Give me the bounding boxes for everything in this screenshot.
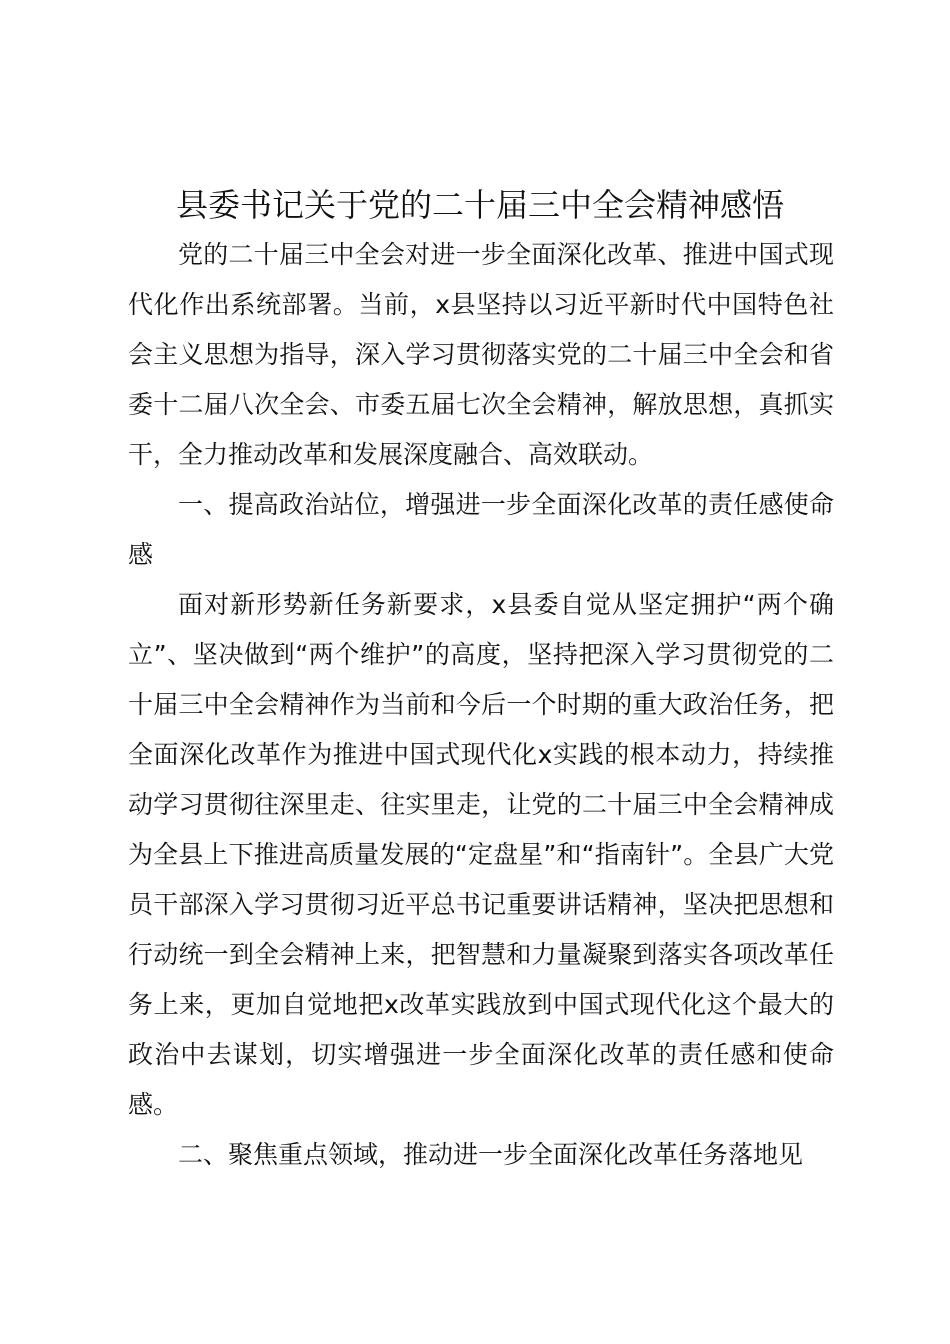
section-heading-1: 一、提高政治站位，增强进一步全面深化改革的责任感使命感: [128, 490, 834, 569]
section-heading-2: 二、聚焦重点领域，推动进一步全面深化改革任务落地见: [178, 1140, 804, 1169]
paragraph-section-1: 面对新形势新任务新要求，x县委自觉从坚定拥护“两个确立”、坚决做到“两个维护”的高度，坚持把深入学习贯彻党的二十届三中全会精神作为当前和今后一个时期的重大政治任务，把全面深化改革作为推进中国式现代化x实践的根本动力，持续推动学习贯彻往深里走、往实里走，让党的二十届三中全会精神成为全县上下推进高质量发展的“定盘星”和“指南针”。全县广大党员干部深入学习贯彻习近平总书记重要讲话精神，坚决把思想和行动统一到全会精神上来，把智慧和力量凝聚到落实各项改革任务上来，更加自觉地把x改革实践放到中国式现代化这个最大的政治中去谋划，切实增强进一步全面深化改革的责任感和使命感。: [128, 590, 834, 1119]
document-title: 县委书记关于党的二十届三中全会精神感悟: [175, 186, 784, 224]
paragraph-intro: 党的二十届三中全会对进一步全面深化改革、推进中国式现代化作出系统部署。当前，x县坚持以习近平新时代中国特色社会主义思想为指导，深入学习贯彻落实党的二十届三中全会和省委十二届八次全会、市委五届七次全会精神，解放思想，真抓实干，全力推动改革和发展深度融合、高效联动。: [128, 240, 834, 469]
